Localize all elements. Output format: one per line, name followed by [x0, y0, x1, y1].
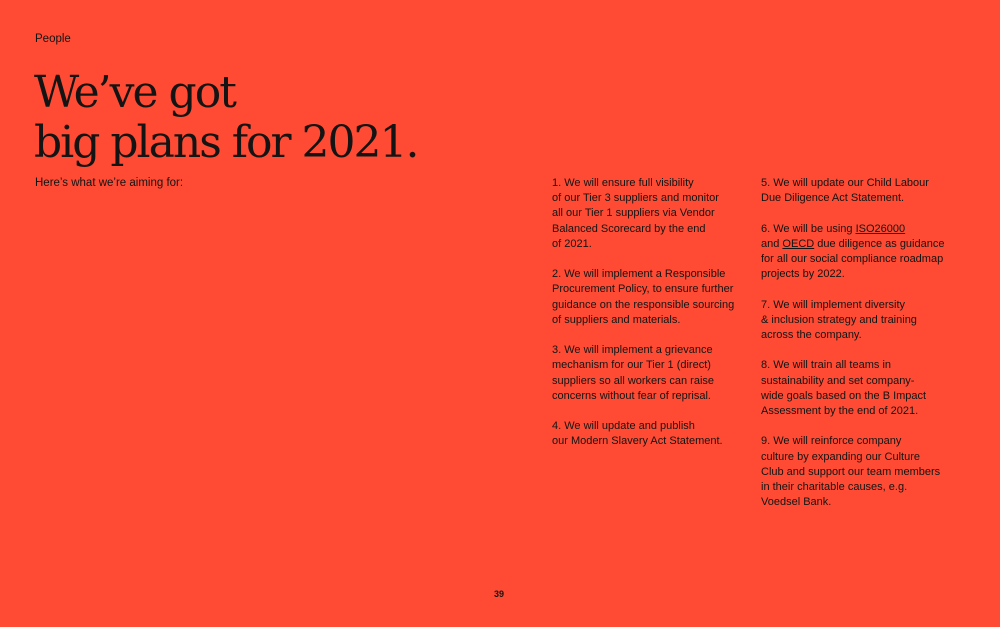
goal-line: all our Tier 1 suppliers via Vendor [552, 207, 715, 220]
goal-item-5 [761, 176, 961, 206]
goal-item-4 [552, 419, 748, 449]
oecd-link[interactable]: OECD [782, 237, 815, 250]
goal-item-3 [552, 343, 748, 404]
goal-line: projects by 2022. [761, 268, 845, 281]
goal-line: concerns without fear of reprisal. [552, 389, 711, 402]
goal-line: for all our social compliance roadmap [761, 253, 944, 265]
goal-item-7 [761, 298, 961, 344]
goal-line: 9. We will reinforce company [761, 435, 902, 448]
goals-column-1 [552, 176, 748, 465]
goal-line: Procurement Policy, to ensure further [552, 283, 734, 296]
goal-item-6 [761, 222, 961, 283]
goal-line: 1. We will ensure full visibility [552, 177, 694, 189]
goal-line: 7. We will implement diversity [761, 298, 906, 311]
page-title-line-1: We’ve got [34, 67, 235, 118]
goal-line: 2. We will implement a Responsible [552, 268, 726, 281]
goal-line: across the company. [761, 329, 862, 341]
goal-item-8 [761, 358, 961, 419]
goal-item-2 [552, 267, 748, 328]
goals-column-2 [761, 176, 961, 526]
page-number: 39 [494, 589, 505, 599]
goal-line: 3. We will implement a grievance [552, 344, 713, 357]
goal-line: Voedsel Bank. [761, 496, 832, 509]
goal-line: sustainability and set company- [761, 374, 915, 387]
goal-line: mechanism for our Tier 1 (direct) [552, 359, 711, 372]
goal-line: suppliers so all workers can raise [552, 374, 715, 387]
goal-line: in their charitable causes, e.g. [761, 481, 908, 493]
goal-line: & inclusion strategy and training [761, 313, 917, 326]
goal-line: of suppliers and materials. [552, 313, 681, 326]
goal-line: Due Diligence Act Statement. [761, 192, 905, 205]
goal-text: 6. We will be using [761, 222, 856, 235]
goal-line [761, 237, 961, 252]
section-label: People [35, 33, 71, 45]
goal-line: of 2021. [552, 237, 592, 250]
goal-line: Club and support our team members [761, 465, 941, 478]
iso26000-link[interactable]: ISO26000 [855, 222, 906, 235]
intro-text: Here’s what we’re aiming for: [35, 177, 184, 189]
goal-text: and [761, 237, 783, 250]
goal-text: due diligence as guidance [814, 237, 945, 250]
goal-line: 4. We will update and publish [552, 420, 695, 433]
goal-line: 5. We will update our Child Labour [761, 177, 929, 189]
goal-line: Assessment by the end of 2021. [761, 405, 919, 417]
goal-line: of our Tier 3 suppliers and monitor [552, 192, 719, 205]
goal-line: culture by expanding our Culture [761, 450, 920, 463]
page-title [34, 68, 418, 168]
goal-line [761, 222, 961, 237]
goal-line: our Modern Slavery Act Statement. [552, 435, 723, 448]
goal-item-1 [552, 176, 748, 252]
goal-line: Balanced Scorecard by the end [552, 222, 706, 235]
goal-line: guidance on the responsible sourcing [552, 298, 735, 311]
goal-line: 8. We will train all teams in [761, 359, 892, 372]
goal-item-9 [761, 434, 961, 510]
goal-line: wide goals based on the B Impact [761, 389, 927, 402]
page-title-line-2: big plans for 2021. [34, 117, 418, 168]
